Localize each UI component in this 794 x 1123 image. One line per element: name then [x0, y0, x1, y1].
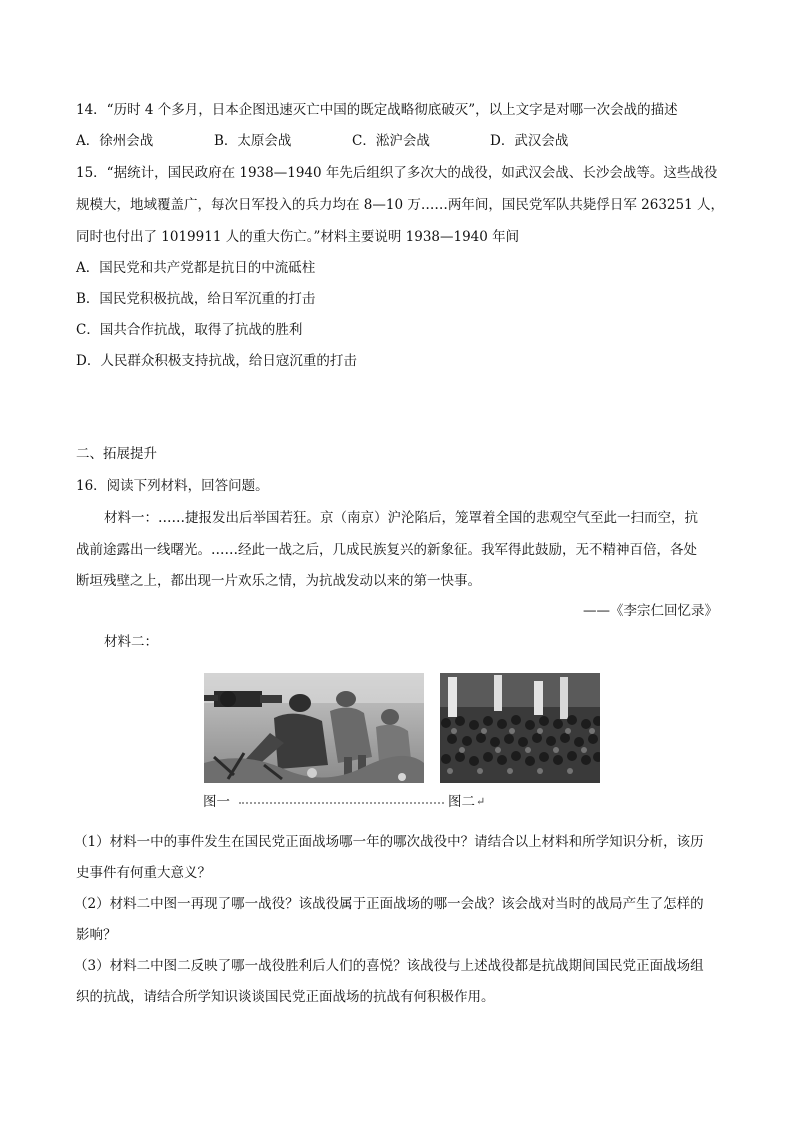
caption-dot-leader: [239, 802, 444, 804]
sub-question-1-line-2: 史事件有何重大意义？: [76, 865, 211, 881]
q15-option-c: C．国共合作抗战，取得了抗战的胜利: [76, 322, 303, 338]
q14-option-a: A．徐州会战: [76, 133, 154, 149]
material1-line-2: 战前途露出一线曙光。……经此一战之后，几成民族复兴的新象征。我军得此鼓励，无不精神百倍，各处: [76, 542, 697, 558]
figure2-caption: 图二: [448, 794, 475, 810]
material2-label: 材料二：: [104, 634, 158, 650]
q15-option-b: B．国民党积极抗战，给日军沉重的打击: [76, 291, 316, 307]
q14-stem: 14．“历时 4 个多月，日本企图迅速灭亡中国的既定战略彻底破灭”，以上文字是对哪一次会战的描述: [76, 102, 678, 118]
q15-stem-line-2: 规模大，地域覆盖广，每次日军投入的兵力均在 8—10 万……两年间，国民党军队共毙俘日军 263251 人，: [76, 197, 724, 213]
return-mark: ↵: [476, 795, 486, 808]
material1-line-3: 断垣残壁之上，都出现一片欢乐之情，为抗战发动以来的第一快事。: [76, 573, 481, 589]
q15-stem-line-3: 同时也付出了 1019911 人的重大伤亡。”材料主要说明 1938—1940 年间: [76, 229, 520, 245]
sub-question-3-line-2: 织的抗战，请结合所学知识谈谈国民党正面战场的抗战有何积极作用。: [76, 989, 495, 1005]
sub-question-3-line-1: （3）材料二中图二反映了哪一战役胜利后人们的喜悦？该战役与上述战役都是抗战期间国民党正面战场组: [74, 958, 704, 974]
q15-stem-line-1: 15．“据统计，国民政府在 1938—1940 年先后组织了多次大的战役，如武汉会战、长沙会战等。这些战役: [76, 165, 718, 181]
q14-option-d: D．武汉会战: [490, 133, 569, 149]
sub-question-1-line-1: （1）材料一中的事件发生在国民党正面战场哪一年的哪次战役中？请结合以上材料和所学知识分析，该历: [74, 834, 704, 850]
material1-source: ——《李宗仁回忆录》: [583, 603, 718, 619]
section-heading: 二、拓展提升: [76, 446, 157, 462]
figure1-caption: 图一: [203, 794, 230, 810]
q16-stem: 16．阅读下列材料，回答问题。: [76, 478, 269, 494]
figure-caption-row: [203, 792, 493, 812]
sub-question-2-line-2: 影响？: [76, 927, 117, 943]
sub-question-2-line-1: （2）材料二中图一再现了哪一战役？该战役属于正面战场的哪一会战？该会战对当时的战局产生了怎样的: [74, 896, 704, 912]
q14-option-c: C．淞沪会战: [352, 133, 430, 149]
q14-option-b: B．太原会战: [214, 133, 292, 149]
figure1-battle-photo: [204, 673, 424, 783]
material1-line-1: 材料一：……捷报发出后举国若狂。京（南京）沪沦陷后，笼罩着全国的悲观空气至此一扫而空，抗: [104, 510, 698, 526]
q15-option-d: D．人民群众积极支持抗战，给日寇沉重的打击: [76, 353, 357, 369]
q15-option-a: A．国民党和共产党都是抗日的中流砥柱: [76, 260, 316, 276]
figure2-crowd-photo: [440, 673, 600, 783]
